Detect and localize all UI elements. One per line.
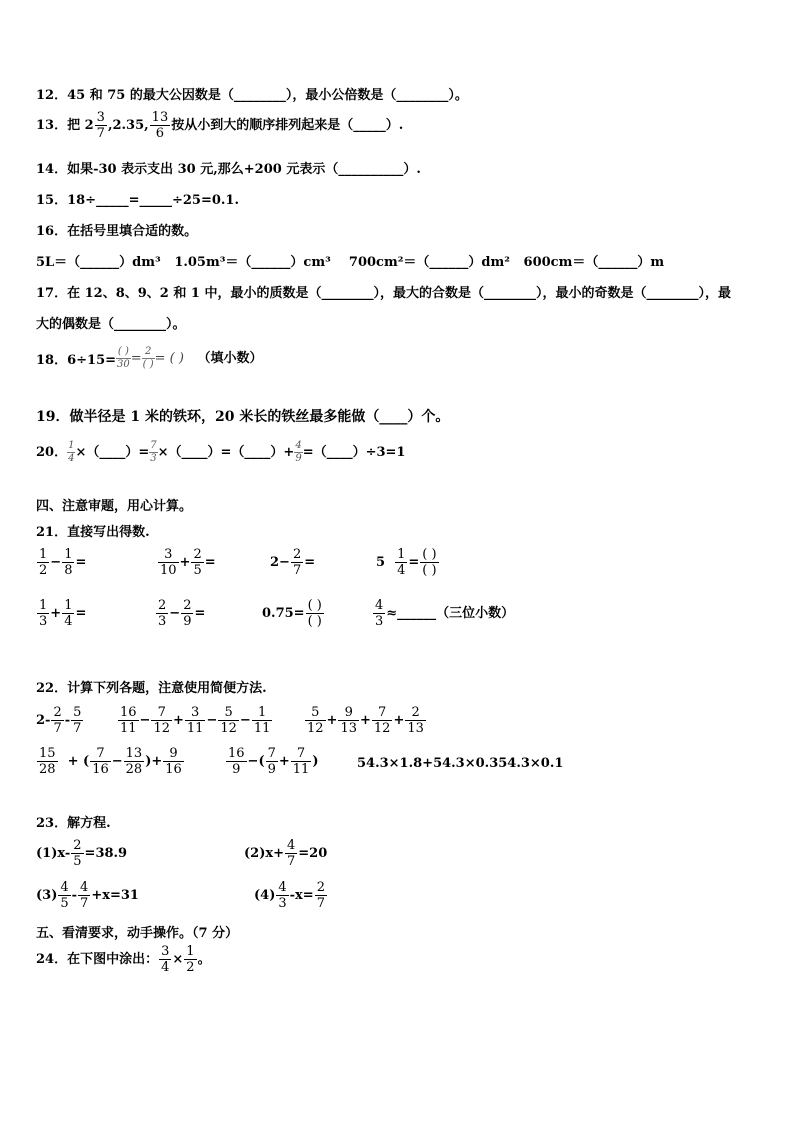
question-17-line2: 大的偶数是（________）。 [36,317,186,332]
q13-mixed-fraction: $\frac{3}{7}$ [96,110,105,141]
q22-a: 2- $\frac{2}{7}$ - $\frac{5}{7}$ [36,705,82,736]
q21-a: $\frac{1}{2}$ − $\frac{1}{8}$ = [39,547,87,578]
q22-b: $\frac{16}{11}$ − $\frac{7}{12}$ + $\frac{3}{11}$ − $\frac{5}{12}$ − $\frac{1}{11}$ [120,705,271,736]
q22-f: 54.3×1.8+54.3×0.354.3×0.1 [357,756,564,771]
q21-c: 2− $\frac{2}{7}$ = [270,547,316,578]
q23-4: (4) $\frac{4}{3}$ -x= $\frac{2}{7}$ [254,880,325,911]
question-24: 24．在下图中涂出： $\frac{3}{4}$ × $\frac{1}{2}$ 。 [36,944,211,975]
question-16-items: 5L＝（______）dm³ 1.05m³＝（______）cm³ 700cm²＝（______）dm² 600cm＝（______）m [36,255,665,270]
q18-fraction-2: 2 ( ) [142,346,154,370]
section-4-heading: 四、注意审题，用心计算。 [36,499,193,514]
section-5-heading: 五、看清要求，动手操作。（7 分） [36,926,239,941]
q21-d: 5 $\frac{1}{4}$ = ( ) ( ) [376,547,437,578]
question-18: 18．6÷15= ( ) 30 = 2 ( ) = ( ) （填小数） [36,346,263,370]
q21-b: $\frac{3}{10}$ + $\frac{2}{5}$ = [160,547,216,578]
question-20: 20． $\frac{1}{4}$ ×（____）= $\frac{7}{3}$ ×（____）=（____）+ $\frac{4}{9}$ =（____）÷3=1 [36,440,406,464]
q13-prefix: 13．把 2 [36,118,94,133]
q21-f: $\frac{2}{3}$ − $\frac{2}{9}$ = [158,598,206,629]
q23-2: (2)x+ $\frac{4}{7}$ =20 [244,838,328,869]
question-17-line1: 17．在 12、8、9、2 和 1 中，最小的质数是（________），最大的合数是（________），最小的奇数是（________），最 [36,286,731,301]
question-16-title: 16．在括号里填合适的数。 [36,224,198,239]
q23-1: (1)x- $\frac{2}{5}$ =38.9 [36,838,128,869]
question-19: 19．做半径是 1 米的铁环，20 米长的铁丝最多能做（____）个。 [36,409,450,425]
question-23-title: 23．解方程. [36,816,111,831]
q21-h: $\frac{4}{3}$ ≈______（三位小数） [375,598,515,629]
q13-fraction: $\frac{13}{6}$ [151,110,169,141]
question-12: 12．45 和 75 的最大公因数是（________），最小公倍数是（________）。 [36,88,468,103]
question-22-title: 22．计算下列各题，注意使用简便方法. [36,681,267,696]
q23-3: (3) $\frac{4}{5}$ - $\frac{4}{7}$ +x=31 [36,880,139,911]
q21-g: 0.75= ( ) ( ) [262,598,322,629]
question-15: 15．18÷_____=_____÷25=0.1. [36,193,239,208]
q18-fraction-1: ( ) 30 [117,346,130,370]
q22-e: $\frac{16}{9}$ −( $\frac{7}{9}$ + $\frac{7}{11}$ ) [228,746,319,777]
q22-d: $\frac{15}{28}$ + ( $\frac{7}{16}$ − $\frac{13}{28}$ )+ $\frac{9}{16}$ [39,746,182,777]
question-21-title: 21．直接写出得数. [36,525,150,540]
q22-c: $\frac{5}{12}$ + $\frac{9}{13}$ + $\frac{7}{12}$ + $\frac{2}{13}$ [307,705,424,736]
question-13: 13．把 2 $\frac{3}{7}$ ,2.35, $\frac{13}{6}$ 按从小到大的顺序排列起来是（_____）. [36,110,404,141]
question-14: 14．如果-30 表示支出 30 元,那么+200 元表示（__________）. [36,162,421,177]
q21-e: $\frac{1}{3}$ + $\frac{1}{4}$ = [39,598,87,629]
